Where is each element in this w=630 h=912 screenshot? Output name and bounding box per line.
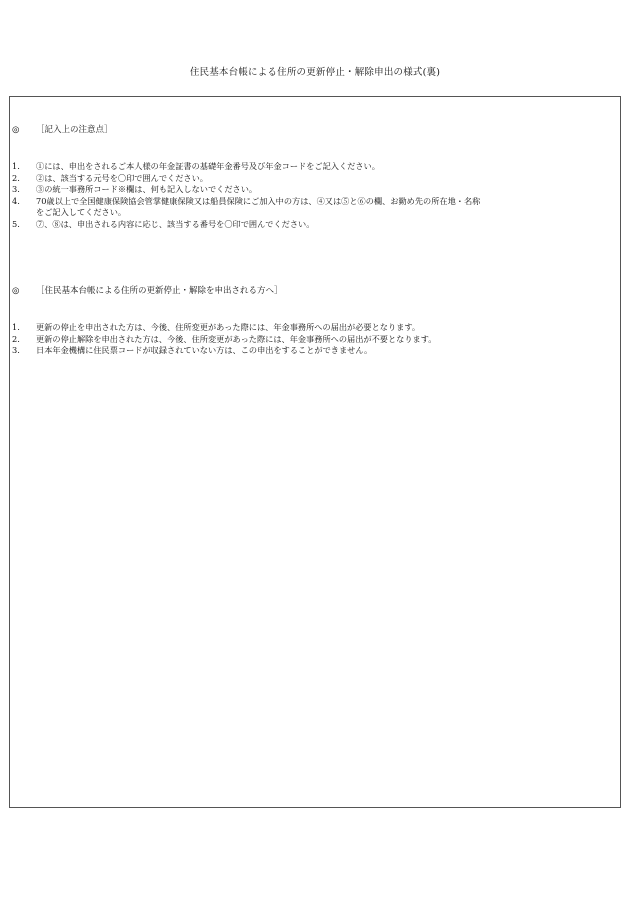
item-number: 3. <box>12 184 20 194</box>
list-item <box>10 173 480 185</box>
item-number: 3. <box>12 345 20 355</box>
item-number: 1. <box>12 322 20 332</box>
instructions-list <box>10 161 480 230</box>
notes-frame <box>9 96 621 808</box>
item-text: 更新の停止を申出された方は、今後、住所変更があった際には、年金事務所への届出が必要となります。 <box>36 322 421 332</box>
item-text: ⑦、⑧は、申出される内容に応じ、該当する番号を〇印で囲んでください。 <box>36 218 315 229</box>
item-number: 5. <box>12 218 20 229</box>
double-circle-icon: ◎ <box>12 125 20 135</box>
item-number: 1. <box>12 161 20 171</box>
page-title: 住民基本台帳による住所の更新停止・解除申出の様式(裏) <box>189 67 441 78</box>
item-number: 2. <box>12 172 20 183</box>
item-text: ①には、申出をされるご本人様の年金証書の基礎年金番号及び年金コードをご記入ください。 <box>36 161 380 171</box>
item-text: 70歳以上で全国健康保険協会管掌健康保険又は船員保険にご加入中の方は、④又は⑤と⑥の欄、お勤め先の所在地・名称 をご記入してください。 <box>36 195 481 217</box>
list-item <box>10 322 436 334</box>
notice-list <box>10 322 436 357</box>
list-item <box>10 161 480 173</box>
list-item <box>10 196 480 219</box>
item-number: 4. <box>12 195 20 206</box>
item-text: ③の統一事務所コード※欄は、何も記入しないでください。 <box>36 184 258 194</box>
item-text: 更新の停止解除を申出された方は、今後、住所変更があった際には、年金事務所への届出が不要となります。 <box>36 333 437 344</box>
item-text: 日本年金機構に住民票コードが収録されていない方は、この申出をすることができません。 <box>36 345 373 355</box>
section-heading-label: ［住民基本台帳による住所の更新停止・解除を申出される方へ］ <box>36 286 283 296</box>
section-heading-label: ［記入上の注意点］ <box>36 125 113 135</box>
item-number: 2. <box>12 333 20 344</box>
list-item <box>10 184 480 196</box>
list-item <box>10 219 480 231</box>
double-circle-icon: ◎ <box>12 286 20 296</box>
list-item <box>10 345 436 357</box>
section-heading-notice <box>10 285 283 297</box>
section-heading-instructions <box>10 124 113 136</box>
list-item <box>10 334 436 346</box>
item-text: ②は、該当する元号を〇印で囲んでください。 <box>36 172 208 183</box>
